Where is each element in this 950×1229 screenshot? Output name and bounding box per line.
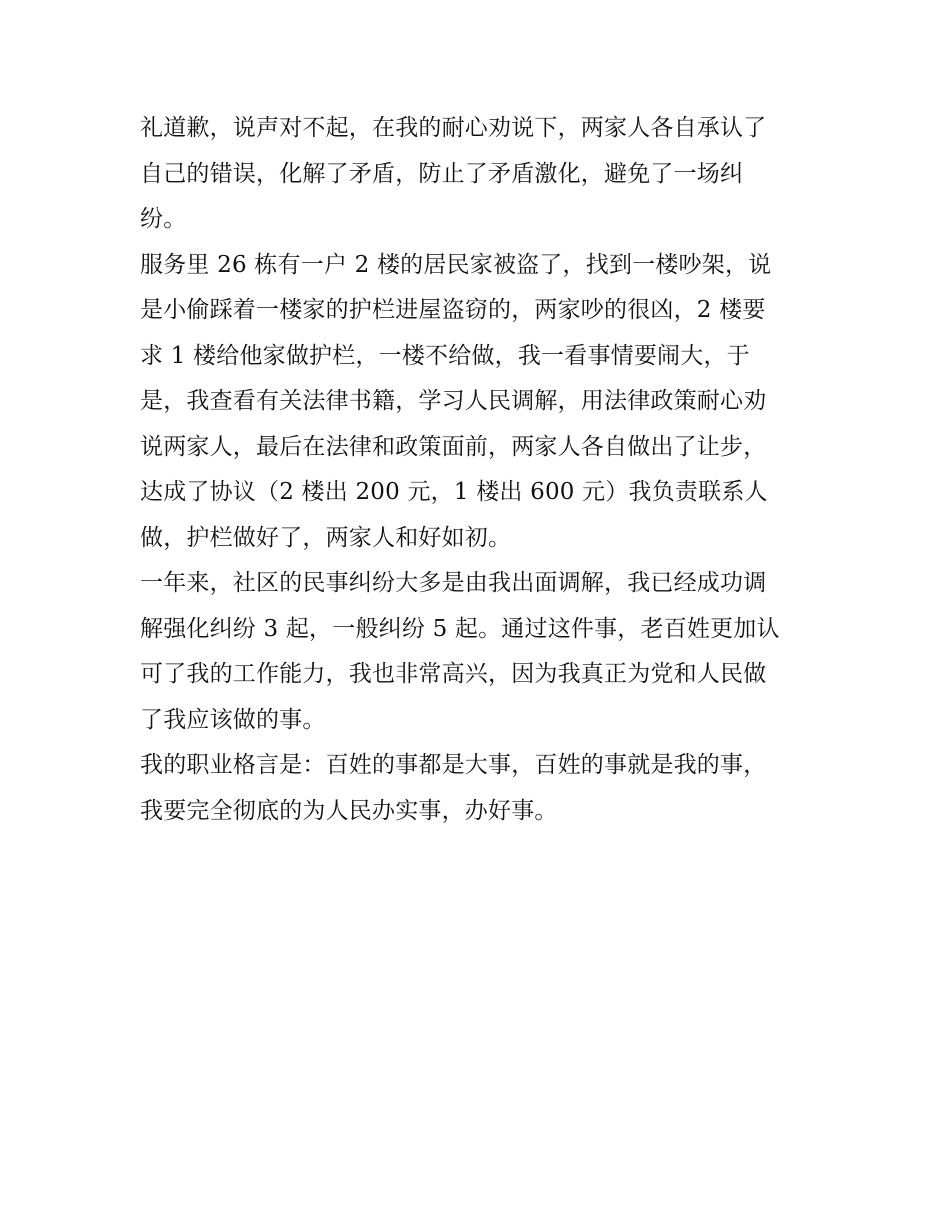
text-line: 可了我的工作能力，我也非常高兴，因为我真正为党和人民做 xyxy=(140,661,767,687)
text-line: 是，我查看有关法律书籍，学习人民调解，用法律政策耐心劝 xyxy=(140,388,767,414)
text-line: 说两家人，最后在法律和政策面前，两家人各自做出了让步， xyxy=(140,433,767,460)
text-line: 达成了协议（2 楼出 200 元，1 楼出 600 元）我负责联系人 xyxy=(140,479,768,505)
text-line: 纷。 xyxy=(140,206,187,232)
text-line: 礼道歉，说声对不起，在我的耐心劝说下，两家人各自承认了 xyxy=(140,115,767,141)
document-body xyxy=(140,106,812,834)
text-line: 服务里 26 栋有一户 2 楼的居民家被盗了，找到一楼吵架，说 xyxy=(140,251,772,278)
paragraph xyxy=(140,743,812,834)
text-line: 了我应该做的事。 xyxy=(140,706,326,733)
text-line: 我的职业格言是：百姓的事都是大事，百姓的事就是我的事， xyxy=(140,752,767,778)
text-line: 是小偷踩着一楼家的护栏进屋盗窃的，两家吵的很凶，2 楼要 xyxy=(140,297,766,323)
paragraph xyxy=(140,106,812,243)
paragraph xyxy=(140,243,812,562)
text-line: 一年来，社区的民事纠纷大多是由我出面调解，我已经成功调 xyxy=(140,570,767,596)
text-line: 解强化纠纷 3 起，一般纠纷 5 起。通过这件事，老百姓更加认 xyxy=(140,615,780,642)
text-line: 求 1 楼给他家做护栏，一楼不给做，我一看事情要闹大，于 xyxy=(140,342,750,369)
paragraph xyxy=(140,561,812,743)
text-line: 自己的错误，化解了矛盾，防止了矛盾激化，避免了一场纠 xyxy=(140,160,744,187)
text-line: 我要完全彻底的为人民办实事，办好事。 xyxy=(140,797,558,824)
text-line: 做，护栏做好了，两家人和好如初。 xyxy=(140,524,512,551)
